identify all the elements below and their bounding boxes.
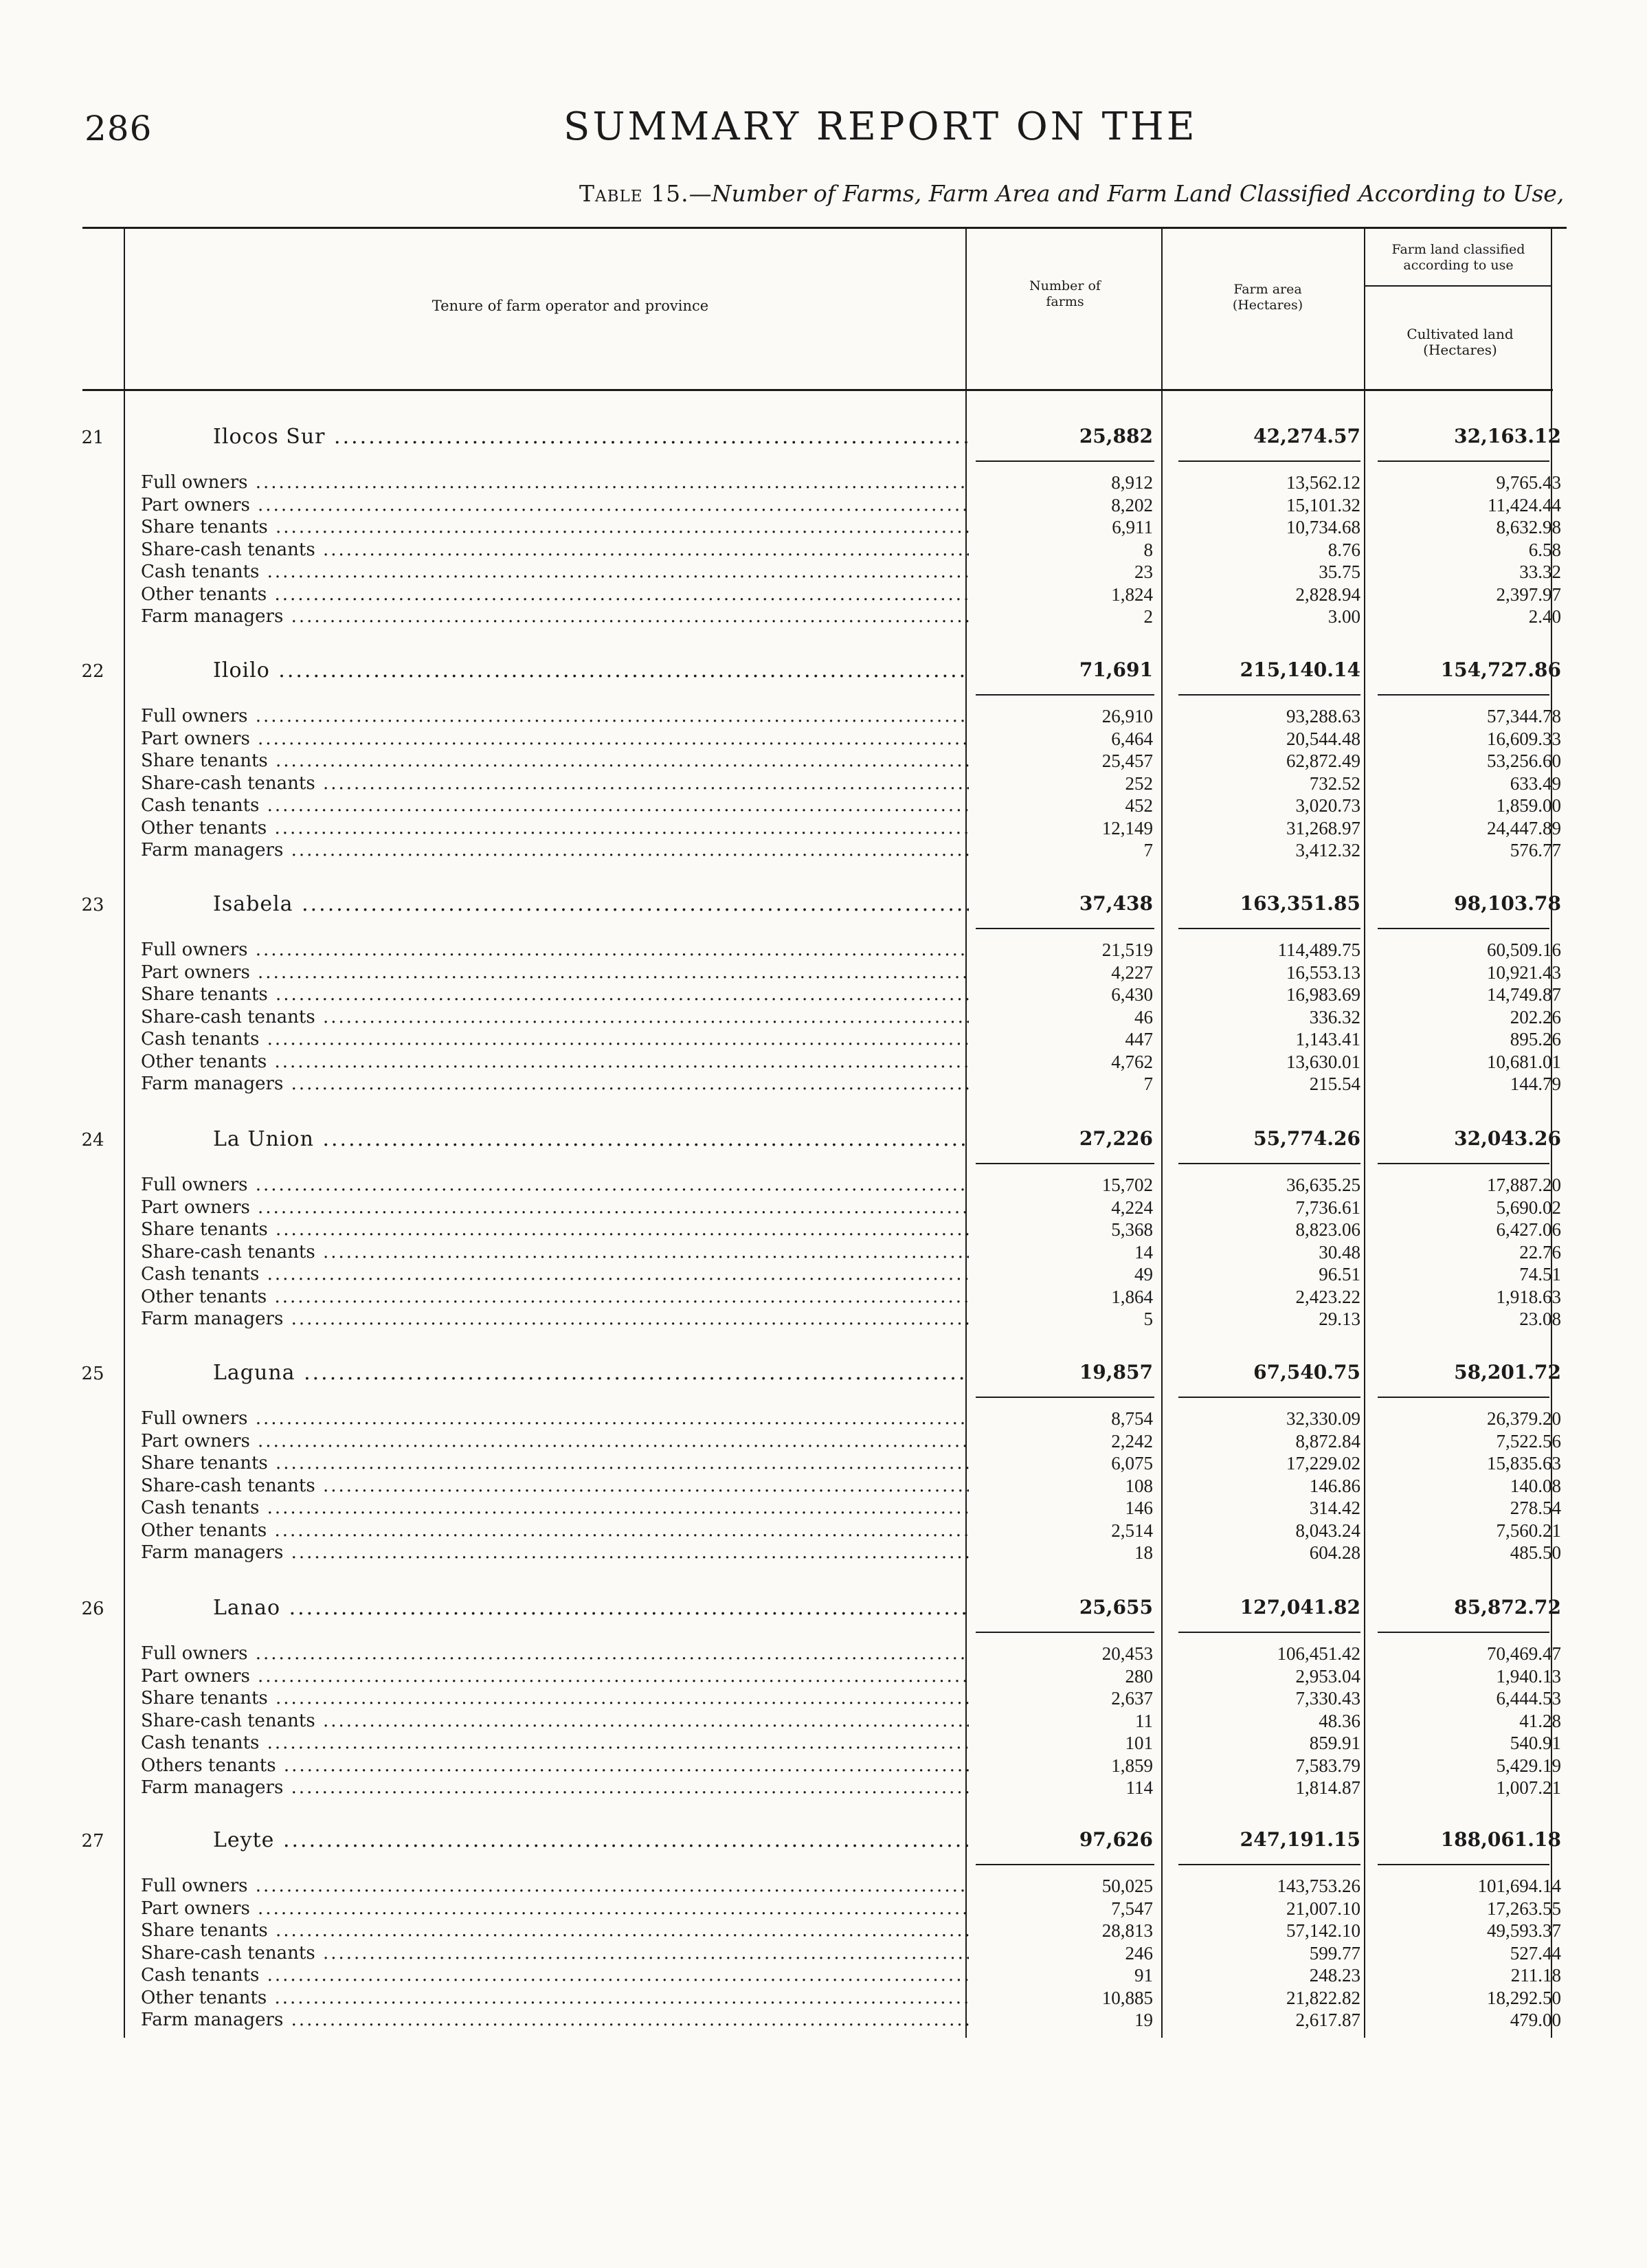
tenure-row-label: Other tenants ..... <box>141 1286 969 1309</box>
tenure-row-farms: 6,430 <box>1111 984 1153 1005</box>
province-total-farms: 27,226 <box>1079 1127 1153 1150</box>
running-head: SUMMARY REPORT ON THE <box>563 104 1198 149</box>
province-total-cultivated: 32,043.26 <box>1454 1127 1561 1150</box>
page-number: 286 <box>85 109 153 148</box>
tenure-row-label: Full owners ..... <box>141 939 969 961</box>
tenure-row-farms: 108 <box>1125 1475 1153 1496</box>
province-total-cultivated: 98,103.78 <box>1454 892 1561 915</box>
tenure-row-farms: 6,911 <box>1112 517 1153 537</box>
tenure-row-label: Part owners ..... <box>141 1197 969 1219</box>
rule-v-2 <box>1161 227 1163 2038</box>
tenure-row-cultivated: 18,292.50 <box>1487 1987 1561 2008</box>
tenure-row-label: Part owners ..... <box>141 1665 969 1688</box>
tenure-row-cultivated: 7,560.21 <box>1496 1520 1561 1541</box>
tenure-row-label: Full owners ..... <box>141 1643 969 1665</box>
tenure-row-cultivated: 540.91 <box>1510 1733 1561 1753</box>
province-number: 24 <box>81 1130 104 1150</box>
tenure-row-area: 314.42 <box>1309 1498 1360 1518</box>
tenure-row-cultivated: 1,859.00 <box>1496 795 1561 816</box>
tenure-row-label: Others tenants ..... <box>141 1755 969 1777</box>
tenure-row-farms: 6,464 <box>1111 728 1153 749</box>
province-total-area: 55,774.26 <box>1253 1127 1360 1150</box>
tenure-row-label: Cash tenants ..... <box>141 1497 969 1520</box>
tenure-row-area: 146.86 <box>1309 1475 1360 1496</box>
tenure-row-label: Share-cash tenants ..... <box>141 1710 969 1733</box>
tenure-row-area: 2,423.22 <box>1295 1286 1360 1307</box>
tenure-row-area: 106,451.42 <box>1277 1643 1360 1664</box>
province-total-farms: 19,857 <box>1079 1361 1153 1383</box>
tenure-row-area: 7,583.79 <box>1295 1755 1360 1776</box>
tenure-row-area: 732.52 <box>1309 772 1360 794</box>
tenure-row-farms: 11 <box>1135 1710 1153 1731</box>
province-total-farms: 71,691 <box>1079 658 1153 681</box>
tenure-row-area: 16,553.13 <box>1286 961 1360 983</box>
tenure-row-label: Other tenants ..... <box>141 583 969 606</box>
tenure-row-cultivated: 11,424.44 <box>1488 494 1561 515</box>
tenure-row-area: 2,617.87 <box>1295 2010 1360 2030</box>
rule-v-stub <box>124 227 125 2038</box>
tenure-row-area: 35.75 <box>1319 562 1360 582</box>
province-total-cultivated: 58,201.72 <box>1454 1361 1561 1383</box>
tenure-row-label: Full owners ..... <box>141 1875 969 1898</box>
total-underline <box>1378 460 1549 462</box>
total-underline <box>1178 1163 1360 1164</box>
tenure-row-label: Share tenants ..... <box>141 1219 969 1241</box>
tenure-row-area: 8,043.24 <box>1295 1520 1360 1541</box>
tenure-row-label: Share-cash tenants ..... <box>141 772 969 795</box>
tenure-row-area: 1,143.41 <box>1295 1029 1360 1049</box>
province-total-farms: 25,655 <box>1079 1596 1153 1619</box>
tenure-row-label: Part owners ..... <box>141 1898 969 1920</box>
tenure-row-label: Share-cash tenants ..... <box>141 1241 969 1264</box>
table-caption <box>579 180 1564 207</box>
tenure-row-cultivated: 60,509.16 <box>1487 940 1561 960</box>
tenure-row-farms: 1,824 <box>1111 583 1153 605</box>
tenure-row-cultivated: 485.50 <box>1510 1542 1561 1563</box>
tenure-row-label: Part owners ..... <box>141 494 969 517</box>
tenure-row-cultivated: 8,632.98 <box>1496 517 1561 537</box>
tenure-row-label: Share tenants ..... <box>141 750 969 772</box>
tenure-row-label: Cash tenants ..... <box>141 1028 969 1051</box>
tenure-row-cultivated: 9,765.43 <box>1496 472 1561 493</box>
tenure-row-farms: 26,910 <box>1101 706 1153 726</box>
tenure-row-label: Farm managers ..... <box>141 2009 969 2032</box>
header-tenure: Tenure of farm operator and province <box>432 298 709 314</box>
header-bottom-rule-left <box>82 389 124 391</box>
total-underline <box>1378 928 1549 929</box>
tenure-row-farms: 452 <box>1125 795 1153 816</box>
tenure-row-cultivated: 6,427.06 <box>1496 1219 1561 1240</box>
province-number: 27 <box>81 1831 104 1852</box>
tenure-row-area: 215.54 <box>1309 1074 1360 1094</box>
tenure-row-farms: 2,637 <box>1111 1688 1153 1709</box>
tenure-row-label: Share-cash tenants ..... <box>141 1475 969 1498</box>
tenure-row-farms: 7 <box>1143 1074 1153 1094</box>
tenure-row-farms: 91 <box>1134 1965 1153 1986</box>
tenure-row-label: Full owners ..... <box>141 1174 969 1197</box>
province-name: Lanao ..... <box>213 1596 969 1620</box>
tenure-row-cultivated: 16,609.33 <box>1487 728 1561 749</box>
tenure-row-cultivated: 101,694.14 <box>1477 1876 1561 1896</box>
province-total-cultivated: 154,727.86 <box>1440 658 1561 681</box>
tenure-row-area: 8,823.06 <box>1295 1219 1360 1240</box>
table-top-rule <box>82 227 1567 229</box>
tenure-row-area: 15,101.32 <box>1286 494 1360 515</box>
total-underline <box>976 1397 1154 1398</box>
tenure-row-area: 29.13 <box>1319 1309 1360 1329</box>
tenure-row-cultivated: 24,447.89 <box>1487 817 1561 838</box>
tenure-row-label: Farm managers ..... <box>141 1073 969 1096</box>
tenure-row-cultivated: 22.76 <box>1519 1241 1561 1263</box>
tenure-row-farms: 18 <box>1134 1542 1153 1563</box>
tenure-row-area: 10,734.68 <box>1286 517 1360 537</box>
tenure-row-label: Part owners ..... <box>141 1430 969 1453</box>
header-farm-land-group: Farm land classified according to use <box>1391 242 1525 273</box>
caption-text: —Number of Farms, Farm Area and Farm Land Classified According to Use, <box>688 180 1565 207</box>
tenure-row-cultivated: 17,887.20 <box>1487 1175 1561 1195</box>
tenure-row-cultivated: 41.28 <box>1519 1710 1561 1731</box>
province-total-area: 247,191.15 <box>1240 1828 1360 1851</box>
tenure-row-cultivated: 57,344.78 <box>1487 706 1561 726</box>
tenure-row-label: Cash tenants ..... <box>141 794 969 817</box>
caption-label: Table 15. <box>579 180 689 207</box>
tenure-row-label: Share-cash tenants ..... <box>141 1942 969 1965</box>
total-underline <box>976 1163 1154 1164</box>
tenure-row-label: Full owners ..... <box>141 705 969 728</box>
tenure-row-farms: 12,149 <box>1101 817 1153 838</box>
tenure-row-area: 13,562.12 <box>1286 472 1360 493</box>
tenure-row-cultivated: 5,690.02 <box>1496 1197 1561 1218</box>
tenure-row-farms: 4,224 <box>1111 1197 1153 1218</box>
total-underline <box>1178 460 1360 462</box>
total-underline <box>1378 1864 1549 1865</box>
tenure-row-label: Cash tenants ..... <box>141 1263 969 1286</box>
tenure-row-label: Part owners ..... <box>141 961 969 984</box>
tenure-row-cultivated: 1,007.21 <box>1496 1777 1561 1798</box>
tenure-row-label: Cash tenants ..... <box>141 561 969 583</box>
tenure-row-farms: 1,859 <box>1111 1755 1153 1776</box>
tenure-row-farms: 8,202 <box>1111 494 1153 515</box>
tenure-row-farms: 8,754 <box>1111 1408 1153 1429</box>
tenure-row-label: Share-cash tenants ..... <box>141 1006 969 1029</box>
tenure-row-farms: 49 <box>1134 1264 1153 1285</box>
tenure-row-cultivated: 17,263.55 <box>1487 1898 1561 1919</box>
total-underline <box>1378 1163 1549 1164</box>
tenure-row-farms: 7,547 <box>1111 1898 1153 1919</box>
tenure-row-area: 114,489.75 <box>1277 940 1360 960</box>
tenure-row-label: Share tenants ..... <box>141 1452 969 1475</box>
tenure-row-label: Cash tenants ..... <box>141 1732 969 1755</box>
tenure-row-area: 3.00 <box>1327 606 1360 627</box>
tenure-row-label: Other tenants ..... <box>141 1987 969 2010</box>
tenure-row-area: 93,288.63 <box>1286 706 1360 726</box>
tenure-row-cultivated: 15,835.63 <box>1487 1453 1561 1474</box>
tenure-row-farms: 2 <box>1143 606 1153 627</box>
tenure-row-cultivated: 140.08 <box>1510 1475 1561 1496</box>
tenure-row-area: 7,736.61 <box>1295 1197 1360 1218</box>
province-name: Isabela ..... <box>213 892 969 916</box>
group-header-rule <box>1364 285 1551 287</box>
tenure-row-cultivated: 211.18 <box>1510 1965 1561 1986</box>
total-underline <box>1378 694 1549 696</box>
total-underline <box>1178 694 1360 696</box>
province-total-cultivated: 188,061.18 <box>1440 1828 1561 1851</box>
tenure-row-label: Other tenants ..... <box>141 1520 969 1542</box>
tenure-row-farms: 21,519 <box>1101 940 1153 960</box>
province-number: 25 <box>81 1364 104 1384</box>
province-total-farms: 25,882 <box>1079 425 1153 447</box>
province-name: Leyte ..... <box>213 1828 969 1852</box>
tenure-row-cultivated: 576.77 <box>1510 840 1561 860</box>
tenure-row-farms: 4,762 <box>1111 1051 1153 1072</box>
tenure-row-cultivated: 53,256.60 <box>1487 751 1561 771</box>
tenure-row-area: 604.28 <box>1309 1542 1360 1563</box>
tenure-row-farms: 19 <box>1134 2010 1153 2030</box>
tenure-row-area: 21,007.10 <box>1286 1898 1360 1919</box>
tenure-row-label: Farm managers ..... <box>141 1308 969 1331</box>
province-total-area: 42,274.57 <box>1253 425 1360 447</box>
tenure-row-farms: 280 <box>1125 1665 1153 1687</box>
tenure-row-label: Farm managers ..... <box>141 1542 969 1564</box>
province-number: 23 <box>81 895 104 915</box>
tenure-row-cultivated: 6,444.53 <box>1496 1688 1561 1709</box>
tenure-row-area: 21,822.82 <box>1286 1987 1360 2008</box>
tenure-row-farms: 25,457 <box>1101 751 1153 771</box>
total-underline <box>1178 1397 1360 1398</box>
tenure-row-farms: 101 <box>1125 1733 1153 1753</box>
tenure-row-area: 31,268.97 <box>1286 817 1360 838</box>
tenure-row-label: Share tenants ..... <box>141 983 969 1006</box>
tenure-row-area: 2,828.94 <box>1295 583 1360 605</box>
tenure-row-farms: 114 <box>1125 1777 1153 1798</box>
tenure-row-label: Farm managers ..... <box>141 605 969 628</box>
tenure-row-cultivated: 527.44 <box>1510 1942 1561 1964</box>
tenure-row-cultivated: 6.58 <box>1528 539 1561 560</box>
tenure-row-area: 8.76 <box>1327 539 1360 560</box>
tenure-row-farms: 20,453 <box>1101 1643 1153 1664</box>
tenure-row-farms: 252 <box>1125 772 1153 794</box>
tenure-row-farms: 10,885 <box>1101 1987 1153 2008</box>
tenure-row-cultivated: 5,429.19 <box>1496 1755 1561 1776</box>
tenure-row-farms: 28,813 <box>1101 1920 1153 1941</box>
tenure-row-area: 3,020.73 <box>1295 795 1360 816</box>
tenure-row-cultivated: 633.49 <box>1510 772 1561 794</box>
province-total-farms: 37,438 <box>1079 892 1153 915</box>
tenure-row-area: 20,544.48 <box>1286 728 1360 749</box>
tenure-row-cultivated: 70,469.47 <box>1487 1643 1561 1664</box>
tenure-row-cultivated: 33.32 <box>1519 562 1561 582</box>
tenure-row-label: Other tenants ..... <box>141 1051 969 1074</box>
tenure-row-area: 13,630.01 <box>1286 1051 1360 1072</box>
tenure-row-farms: 246 <box>1125 1942 1153 1964</box>
province-number: 22 <box>81 661 104 682</box>
tenure-row-cultivated: 10,681.01 <box>1487 1051 1561 1072</box>
tenure-row-farms: 2,514 <box>1111 1520 1153 1541</box>
province-name: La Union ..... <box>213 1127 969 1151</box>
tenure-row-farms: 8 <box>1143 539 1153 560</box>
tenure-row-label: Full owners ..... <box>141 1408 969 1430</box>
tenure-row-cultivated: 202.26 <box>1510 1006 1561 1027</box>
tenure-row-farms: 8,912 <box>1111 472 1153 493</box>
tenure-row-farms: 50,025 <box>1101 1876 1153 1896</box>
province-total-area: 127,041.82 <box>1240 1596 1360 1619</box>
tenure-row-label: Other tenants ..... <box>141 817 969 840</box>
rule-v-3 <box>1364 227 1365 2038</box>
tenure-row-area: 248.23 <box>1309 1965 1360 1986</box>
total-underline <box>976 1864 1154 1865</box>
total-underline <box>1378 1632 1549 1633</box>
tenure-row-area: 599.77 <box>1309 1942 1360 1964</box>
tenure-row-cultivated: 7,522.56 <box>1496 1430 1561 1452</box>
tenure-row-farms: 7 <box>1143 840 1153 860</box>
total-underline <box>976 694 1154 696</box>
tenure-row-area: 30.48 <box>1319 1241 1360 1263</box>
tenure-row-farms: 5 <box>1143 1309 1153 1329</box>
tenure-row-area: 2,953.04 <box>1295 1665 1360 1687</box>
tenure-row-area: 16,983.69 <box>1286 984 1360 1005</box>
tenure-row-label: Share tenants ..... <box>141 1687 969 1710</box>
tenure-row-area: 3,412.32 <box>1295 840 1360 860</box>
tenure-row-label: Full owners ..... <box>141 471 969 494</box>
tenure-row-area: 859.91 <box>1309 1733 1360 1753</box>
tenure-row-farms: 46 <box>1134 1006 1153 1027</box>
tenure-row-farms: 1,864 <box>1111 1286 1153 1307</box>
header-farm-area: Farm area (Hectares) <box>1232 282 1303 313</box>
tenure-row-area: 36,635.25 <box>1286 1175 1360 1195</box>
tenure-row-area: 143,753.26 <box>1277 1876 1360 1896</box>
tenure-row-cultivated: 1,940.13 <box>1496 1665 1561 1687</box>
header-bottom-rule <box>124 389 1553 391</box>
tenure-row-cultivated: 895.26 <box>1510 1029 1561 1049</box>
tenure-row-farms: 2,242 <box>1111 1430 1153 1452</box>
tenure-row-area: 336.32 <box>1309 1006 1360 1027</box>
province-total-cultivated: 32,163.12 <box>1454 425 1561 447</box>
tenure-row-cultivated: 278.54 <box>1510 1498 1561 1518</box>
tenure-row-cultivated: 2,397.97 <box>1496 583 1561 605</box>
header-cultivated-land: Cultivated land (Hectares) <box>1407 326 1514 358</box>
tenure-row-cultivated: 26,379.20 <box>1487 1408 1561 1429</box>
tenure-row-cultivated: 479.00 <box>1510 2010 1561 2030</box>
tenure-row-farms: 23 <box>1134 562 1153 582</box>
tenure-row-cultivated: 14,749.87 <box>1487 984 1561 1005</box>
tenure-row-cultivated: 2.40 <box>1528 606 1561 627</box>
tenure-row-area: 62,872.49 <box>1286 751 1360 771</box>
tenure-row-area: 32,330.09 <box>1286 1408 1360 1429</box>
province-name: Laguna ..... <box>213 1361 969 1385</box>
tenure-row-cultivated: 10,921.43 <box>1487 961 1561 983</box>
total-underline <box>1378 1397 1549 1398</box>
tenure-row-cultivated: 23.08 <box>1519 1309 1561 1329</box>
province-total-farms: 97,626 <box>1079 1828 1153 1851</box>
tenure-row-cultivated: 49,593.37 <box>1487 1920 1561 1941</box>
tenure-row-area: 96.51 <box>1319 1264 1360 1285</box>
tenure-row-label: Farm managers ..... <box>141 839 969 862</box>
tenure-row-cultivated: 74.51 <box>1519 1264 1561 1285</box>
province-total-area: 67,540.75 <box>1253 1361 1360 1383</box>
header-number-of-farms: Number of farms <box>1029 278 1101 309</box>
province-total-area: 163,351.85 <box>1240 892 1360 915</box>
total-underline <box>1178 928 1360 929</box>
province-total-area: 215,140.14 <box>1240 658 1360 681</box>
total-underline <box>976 1632 1154 1633</box>
tenure-row-label: Share-cash tenants ..... <box>141 539 969 562</box>
tenure-row-label: Cash tenants ..... <box>141 1964 969 1987</box>
tenure-row-label: Share tenants ..... <box>141 1920 969 1942</box>
tenure-row-farms: 447 <box>1125 1029 1153 1049</box>
tenure-row-label: Part owners ..... <box>141 728 969 751</box>
tenure-row-area: 17,229.02 <box>1286 1453 1360 1474</box>
tenure-row-area: 7,330.43 <box>1295 1688 1360 1709</box>
tenure-row-farms: 146 <box>1125 1498 1153 1518</box>
tenure-row-cultivated: 144.79 <box>1510 1074 1561 1094</box>
tenure-row-farms: 6,075 <box>1111 1453 1153 1474</box>
tenure-row-area: 57,142.10 <box>1286 1920 1360 1941</box>
tenure-row-farms: 4,227 <box>1111 961 1153 983</box>
tenure-row-area: 1,814.87 <box>1295 1777 1360 1798</box>
total-underline <box>1178 1864 1360 1865</box>
tenure-row-area: 48.36 <box>1319 1710 1360 1731</box>
tenure-row-farms: 15,702 <box>1101 1175 1153 1195</box>
tenure-row-label: Farm managers ..... <box>141 1777 969 1799</box>
tenure-row-label: Share tenants ..... <box>141 516 969 539</box>
total-underline <box>976 928 1154 929</box>
tenure-row-farms: 14 <box>1134 1241 1153 1263</box>
province-total-cultivated: 85,872.72 <box>1454 1596 1561 1619</box>
tenure-row-farms: 5,368 <box>1111 1219 1153 1240</box>
total-underline <box>976 460 1154 462</box>
province-number: 26 <box>81 1599 104 1619</box>
province-name: Iloilo ..... <box>213 658 969 682</box>
province-name: Ilocos Sur ..... <box>213 425 969 449</box>
total-underline <box>1178 1632 1360 1633</box>
tenure-row-area: 8,872.84 <box>1295 1430 1360 1452</box>
tenure-row-cultivated: 1,918.63 <box>1496 1286 1561 1307</box>
province-number: 21 <box>81 427 104 448</box>
